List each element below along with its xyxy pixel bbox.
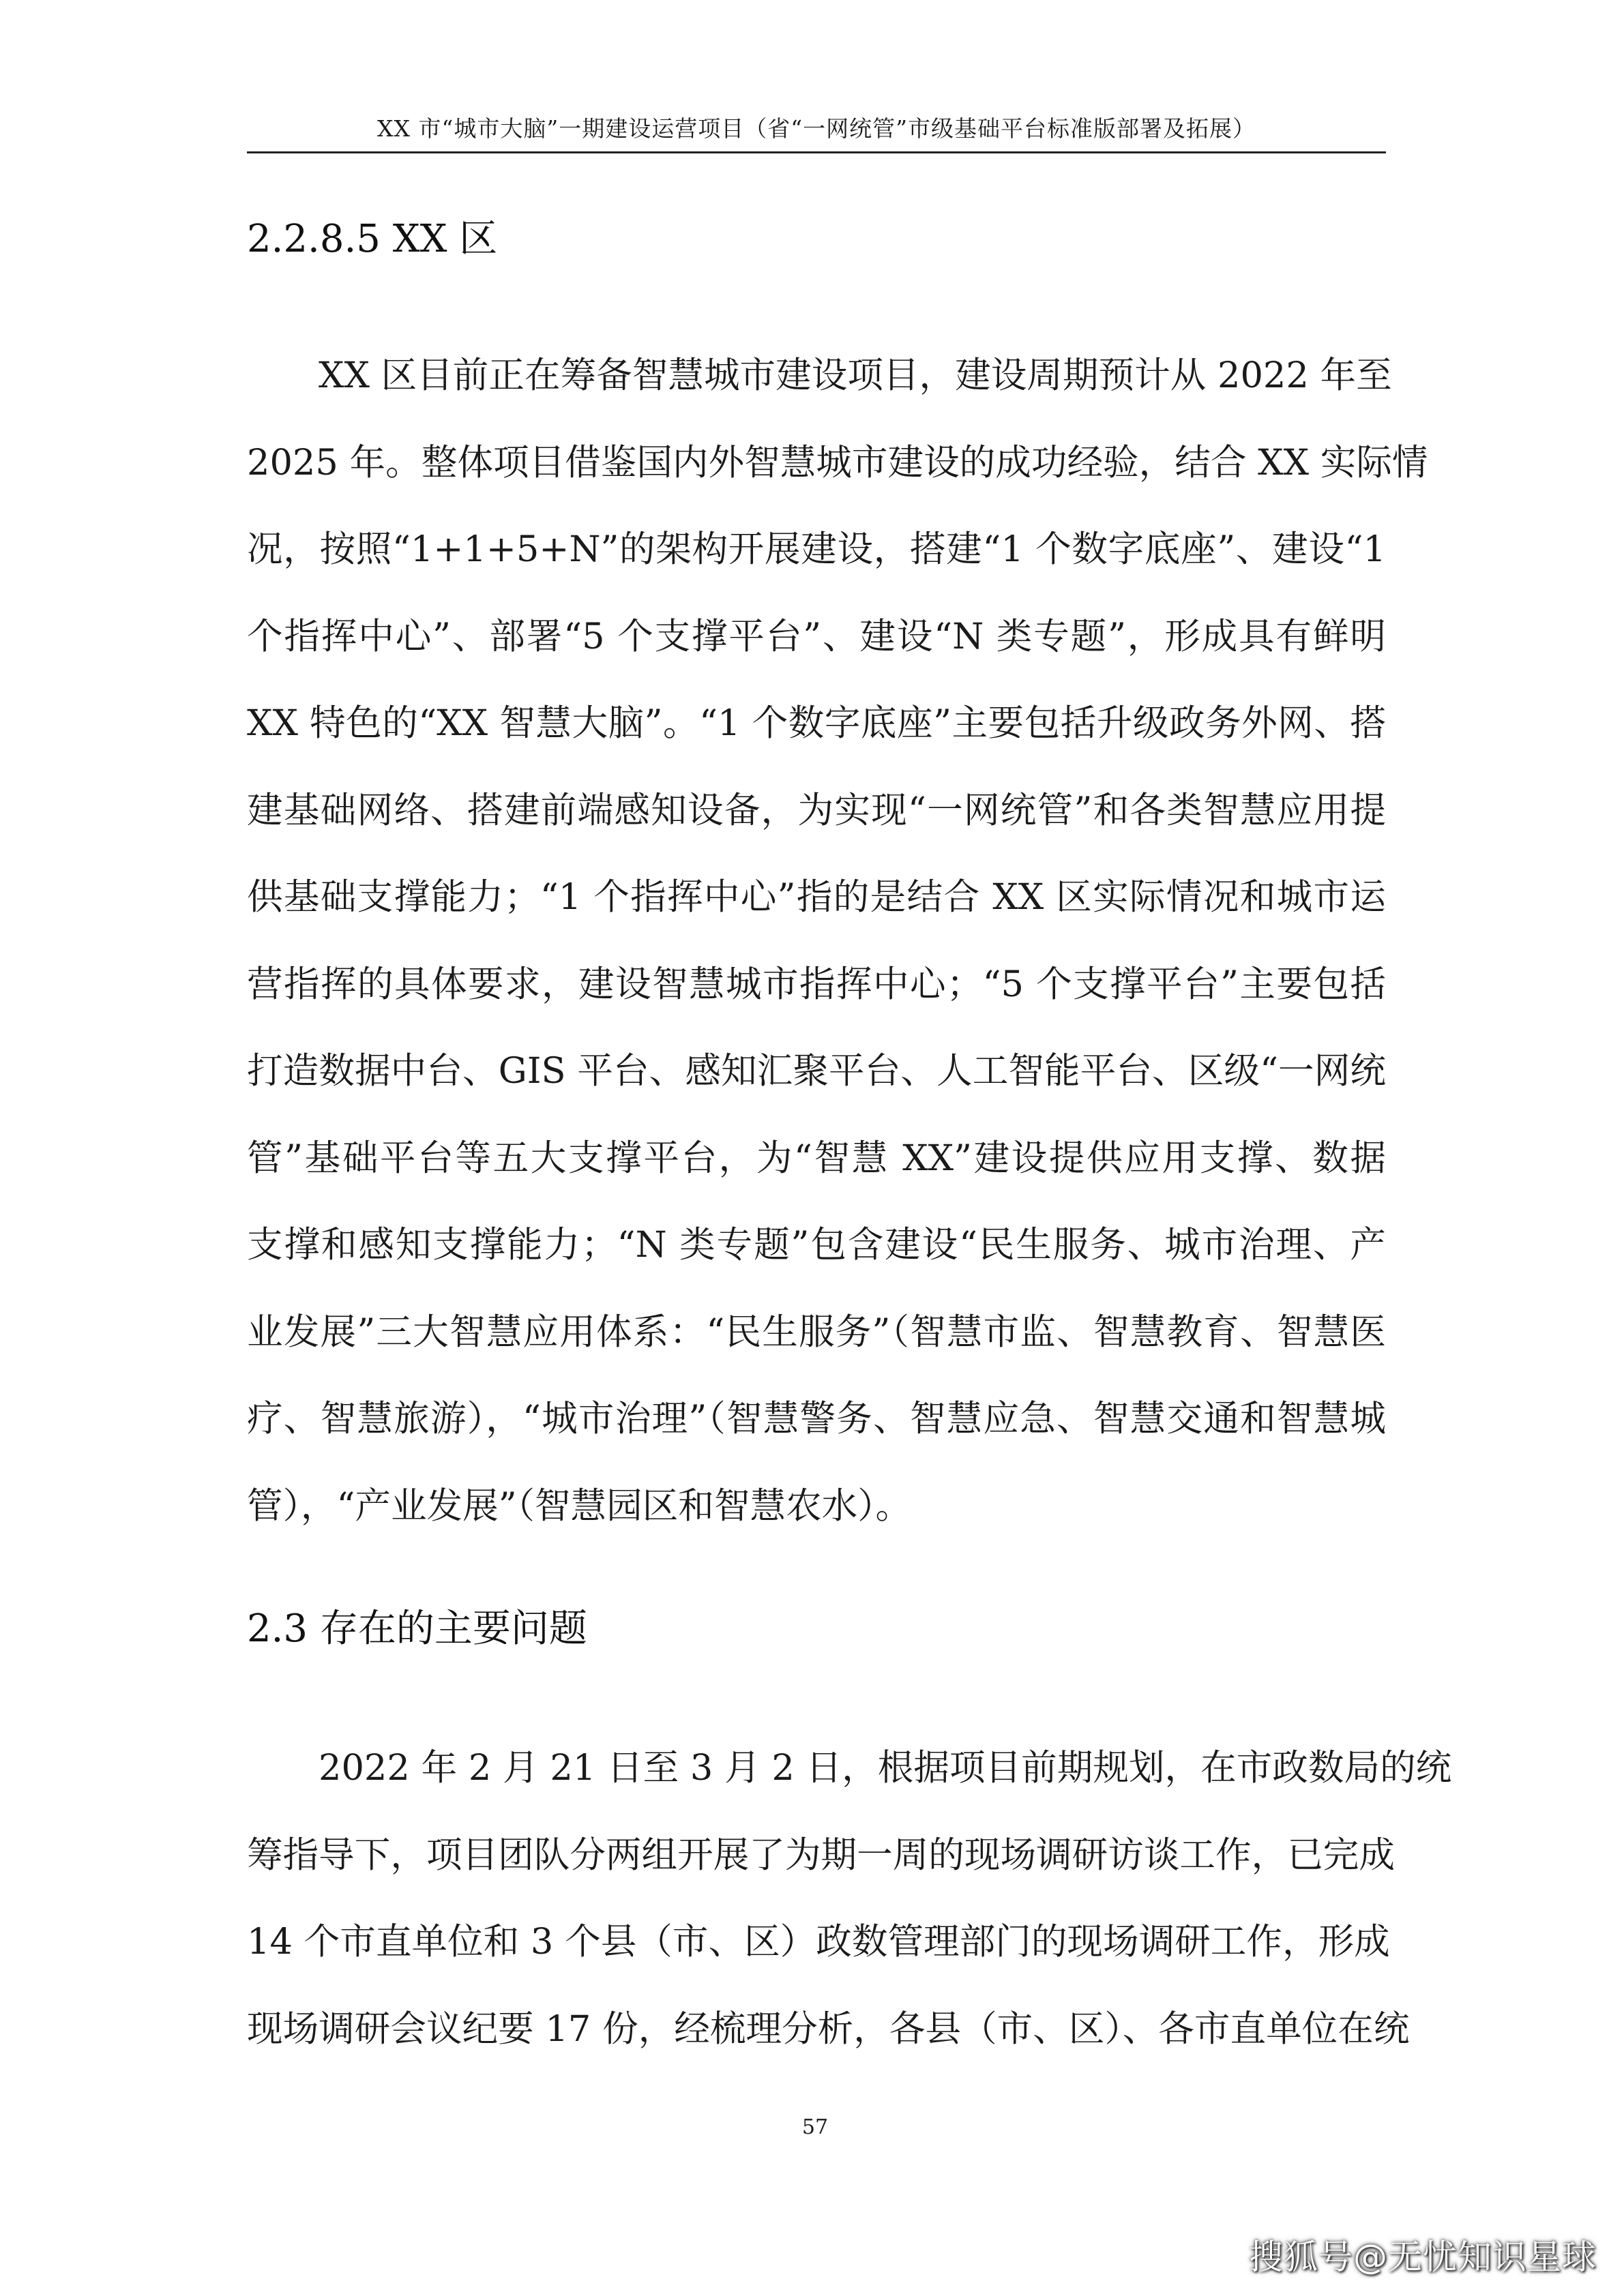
paragraph-line: 支撑和感知支撑能力；“N 类专题”包含建设“民生服务、城市治理、产 [247, 1224, 1386, 1266]
paragraph-line: XX 区目前正在筹备智慧城市建设项目，建设周期预计从 2022 年至 [319, 355, 1392, 396]
paragraph-line: 业发展”三大智慧应用体系：“民生服务”（智慧市监、智慧教育、智慧医 [247, 1311, 1386, 1353]
paragraph-line: 建基础网络、搭建前端感知设备，为实现“一网统管”和各类智慧应用提 [247, 789, 1386, 831]
paragraph-line: 筹指导下，项目团队分两组开展了为期一周的现场调研访谈工作，已完成 [247, 1834, 1395, 1876]
paragraph-line: 个指挥中心”、部署“5 个支撑平台”、建设“N 类专题”，形成具有鲜明 [247, 615, 1386, 657]
paragraph-line: 营指挥的具体要求，建设智慧城市指挥中心；“5 个支撑平台”主要包括 [247, 963, 1386, 1005]
paragraph-line: 管），“产业发展”（智慧园区和智慧农水）。 [247, 1485, 912, 1527]
running-header: XX 市“城市大脑”一期建设运营项目（省“一网统管”市级基础平台标准版部署及拓展） [377, 115, 1256, 142]
paragraph-xx-district [247, 345, 1428, 1562]
paragraph-main-problems [247, 1738, 1452, 2085]
paragraph-line: 14 个市直单位和 3 个县（市、区）政数管理部门的现场调研工作，形成 [247, 1921, 1390, 1963]
paragraph-line: 现场调研会议纪要 17 份，经梳理分析，各县（市、区）、各市直单位在统 [247, 2008, 1410, 2050]
page-number: 57 [801, 2115, 829, 2139]
section-heading-2-3: 2.3 存在的主要问题 [247, 1607, 587, 1651]
paragraph-line: 况，按照“1+1+5+N”的架构开展建设，搭建“1 个数字底座”、建设“1 [247, 528, 1386, 570]
watermark: 搜狐号@无忧知识星球 [1249, 2237, 1597, 2277]
paragraph-line: 管”基础平台等五大支撑平台，为“智慧 XX”建设提供应用支撑、数据 [247, 1137, 1386, 1179]
paragraph-line: 打造数据中台、GIS 平台、感知汇聚平台、人工智能平台、区级“一网统 [247, 1050, 1386, 1092]
paragraph-line: 2025 年。整体项目借鉴国内外智慧城市建设的成功经验，结合 XX 实际情 [247, 441, 1428, 483]
paragraph-line: 供基础支撑能力；“1 个指挥中心”指的是结合 XX 区实际情况和城市运 [247, 876, 1386, 918]
paragraph-line: 2022 年 2 月 21 日至 3 月 2 日，根据项目前期规划，在市政数局的统 [319, 1747, 1452, 1789]
section-heading-2-2-8-5: 2.2.8.5 XX 区 [247, 217, 498, 261]
paragraph-line: XX 特色的“XX 智慧大脑”。“1 个数字底座”主要包括升级政务外网、搭 [247, 702, 1386, 744]
header-rule [247, 151, 1386, 153]
paragraph-line: 疗、智慧旅游），“城市治理”（智慧警务、智慧应急、智慧交通和智慧城 [247, 1398, 1386, 1440]
